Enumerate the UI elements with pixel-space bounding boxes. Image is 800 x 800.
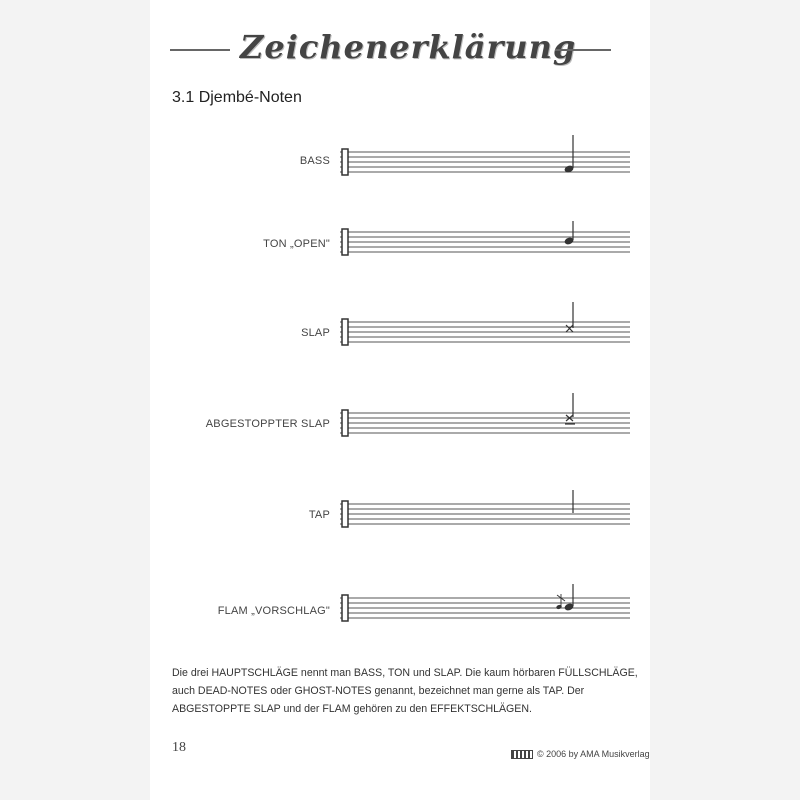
staff-flam bbox=[338, 580, 633, 640]
staff-ton-open bbox=[338, 217, 633, 277]
notation-row-abgestoppter-slap bbox=[160, 393, 480, 453]
notation-row-ton-open bbox=[160, 217, 480, 277]
explanation-paragraph: Die drei HAUPTSCHLÄGE nennt man BASS, TON und SLAP. Die kaum hörbaren FÜLLSCHLÄGE, auch DEAD-NOTES oder GHOST-NOTES genannt, bezeichnet man gerne als TAP. Der ABGESTOPPTE SLAP und der FLAM gehören zu den EFFEKTSCHLÄGEN. bbox=[172, 667, 638, 715]
notation-row-flam bbox=[160, 580, 480, 640]
staff-slap bbox=[338, 302, 633, 362]
notation-label: SLAP bbox=[301, 327, 330, 339]
staff-tap bbox=[338, 484, 633, 544]
notation-row-slap bbox=[160, 302, 480, 362]
staff-bass bbox=[338, 135, 633, 195]
copyright-text: © 2006 by AMA Musikverlag bbox=[537, 749, 650, 759]
publisher-logo-icon bbox=[511, 750, 533, 759]
percussion-clef-icon bbox=[342, 501, 348, 527]
notation-row-bass bbox=[160, 135, 480, 195]
x-notehead-icon bbox=[566, 325, 573, 332]
page-header bbox=[170, 28, 620, 78]
percussion-clef-icon bbox=[342, 319, 348, 345]
section-heading: 3.1 Djembé-Noten bbox=[172, 89, 302, 106]
page-title: Zeichenerklärung bbox=[240, 28, 577, 66]
staff-abgestoppter-slap bbox=[338, 393, 633, 453]
notation-label: TAP bbox=[308, 509, 330, 521]
copyright-line bbox=[511, 749, 650, 759]
notation-label: TON „OPEN" bbox=[263, 238, 330, 250]
notation-label: BASS bbox=[299, 155, 330, 167]
title-rule-right bbox=[555, 49, 611, 51]
percussion-clef-icon bbox=[342, 595, 348, 621]
title-rule-left bbox=[170, 49, 230, 51]
percussion-clef-icon bbox=[342, 149, 348, 175]
percussion-clef-icon bbox=[342, 229, 348, 255]
notation-label: FLAM „VORSCHLAG" bbox=[217, 605, 330, 617]
notation-label: ABGESTOPPTER SLAP bbox=[205, 418, 330, 430]
percussion-clef-icon bbox=[342, 410, 348, 436]
notation-row-tap bbox=[160, 484, 480, 544]
page-number: 18 bbox=[172, 740, 186, 755]
